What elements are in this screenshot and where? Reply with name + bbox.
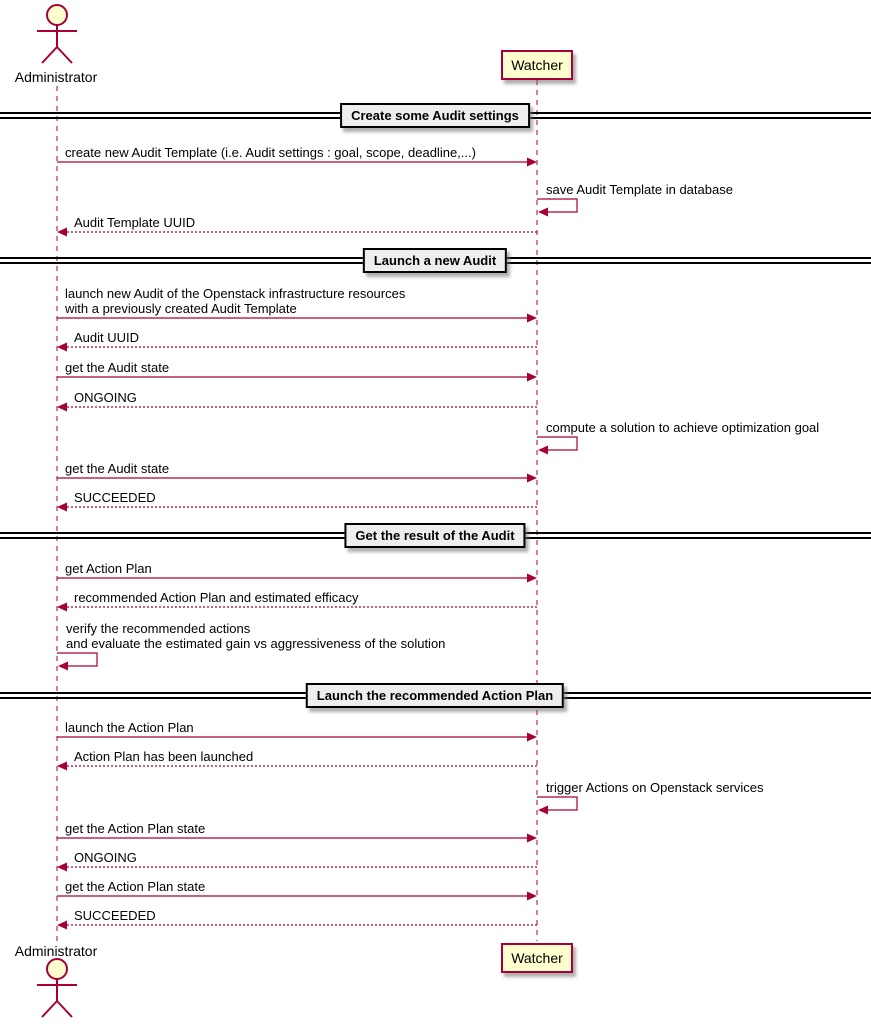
actor-administrator-bottom-icon [37, 959, 77, 1017]
divider-label: Launch the recommended Action Plan [306, 683, 564, 708]
divider-label: Get the result of the Audit [344, 523, 525, 548]
message-label: get the Audit state [65, 360, 170, 375]
message-label: launch the Action Plan [65, 720, 194, 735]
message-label: with a previously created Audit Template [65, 301, 297, 316]
message-arrowhead [57, 921, 67, 930]
actor-administrator-top-icon-part [57, 47, 72, 63]
actor-administrator-top-icon [37, 5, 77, 63]
actor-administrator-bottom-icon-part [47, 959, 67, 979]
message-label: get the Action Plan state [65, 879, 206, 894]
self-message-label: verify the recommended actions [66, 621, 251, 636]
message-arrowhead [527, 892, 537, 901]
participant-watcher-bottom: Watcher [501, 943, 573, 973]
message-arrowhead [57, 343, 67, 352]
message-arrowhead [527, 574, 537, 583]
message-label: create new Audit Template (i.e. Audit settings : goal, scope, deadline,...) [65, 145, 476, 160]
self-message-arrowhead [58, 662, 68, 671]
message-label: recommended Action Plan and estimated efficacy [74, 590, 359, 605]
message-label: launch new Audit of the Openstack infrastructure resources [65, 286, 406, 301]
message-arrowhead [527, 373, 537, 382]
message-arrowhead [57, 228, 67, 237]
divider-label: Create some Audit settings [340, 103, 530, 128]
actor-administrator-bottom-icon-part [42, 1001, 57, 1017]
message-label: Audit UUID [74, 330, 140, 345]
self-message-arrowhead [538, 208, 548, 217]
message-label: get Action Plan [65, 561, 152, 576]
message-arrowhead [57, 603, 67, 612]
message-label: SUCCEEDED [74, 490, 156, 505]
actor-administrator-bottom-icon-part [57, 1001, 72, 1017]
message-arrowhead [527, 158, 537, 167]
self-message-label: and evaluate the estimated gain vs aggressiveness of the solution [66, 636, 446, 651]
actor-administrator-top-icon-part [47, 5, 67, 25]
self-message-label: trigger Actions on Openstack services [546, 780, 764, 795]
self-message-label: compute a solution to achieve optimization goal [546, 420, 820, 435]
administrator-label-bottom: Administrator [14, 943, 98, 959]
message-label: ONGOING [74, 390, 137, 405]
message-arrowhead [527, 733, 537, 742]
message-label: SUCCEEDED [74, 908, 156, 923]
self-message-arrowhead [538, 806, 548, 815]
message-arrowhead [527, 474, 537, 483]
message-label: ONGOING [74, 850, 137, 865]
actor-administrator-top-icon-part [42, 47, 57, 63]
message-label: get the Audit state [65, 461, 170, 476]
self-message-arrowhead [538, 446, 548, 455]
message-label: Action Plan has been launched [74, 749, 254, 764]
self-message-label: save Audit Template in database [546, 182, 733, 197]
message-arrowhead [57, 503, 67, 512]
message-arrowhead [57, 863, 67, 872]
participant-watcher-top: Watcher [501, 50, 573, 80]
message-arrowhead [57, 762, 67, 771]
administrator-label-top: Administrator [14, 69, 98, 85]
message-arrowhead [527, 314, 537, 323]
message-label: Audit Template UUID [74, 215, 196, 230]
divider-label: Launch a new Audit [363, 248, 507, 273]
message-label: get the Action Plan state [65, 821, 206, 836]
message-arrowhead [57, 403, 67, 412]
message-arrowhead [527, 834, 537, 843]
